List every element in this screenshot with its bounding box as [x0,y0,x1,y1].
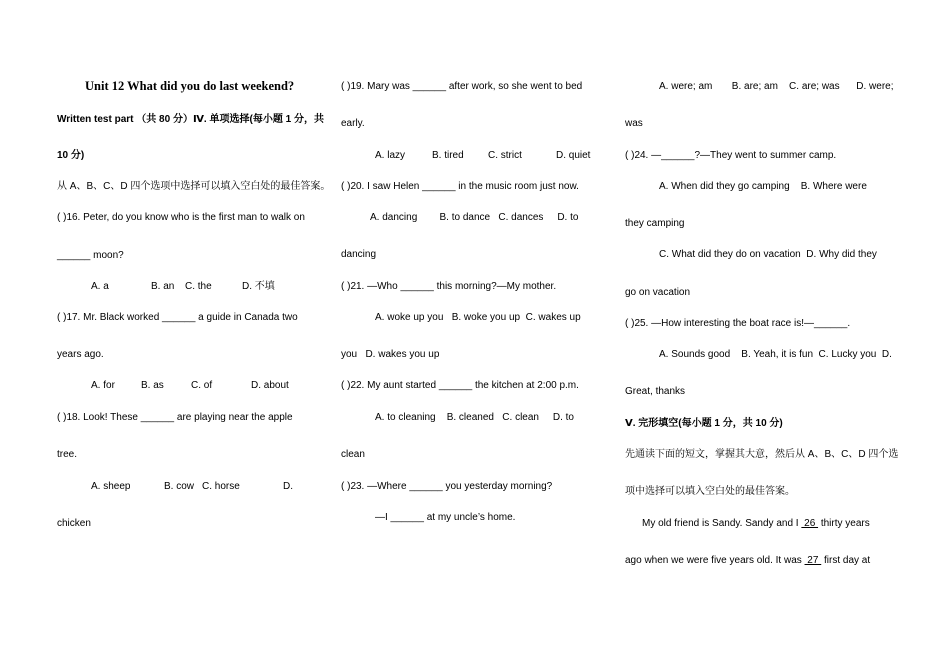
blank-26: 26 [801,518,819,529]
q23-stem: ( )23. —Where ______ you yesterday morning? [341,481,553,492]
q23-stem-cont: —I ______ at my uncle’s home. [375,512,516,523]
q24-options-cont: they camping [625,218,685,229]
q16-option-a: A. a [91,281,109,292]
q16-option-c: C. the [185,281,212,292]
q19-stem-cont: early. [341,118,365,129]
q17-option-c: C. of [191,380,213,391]
q22-stem: ( )22. My aunt started ______ the kitchen at 2:00 p.m. [341,380,579,391]
q24-options-2-cont: go on vacation [625,287,691,298]
q19-option-b: B. tired [432,150,464,161]
q19-option-a: A. lazy [375,150,406,161]
q16-stem: ( )16. Peter, do you know who is the first man to walk on [57,212,305,223]
q23-options: A. were; am B. are; am C. are; was D. were; [659,81,894,92]
q17-option-d: D. about [251,380,289,391]
q21-options: A. woke up you B. woke you up C. wakes up [375,312,581,323]
q25-stem: ( )25. —How interesting the boat race is!—______. [625,318,851,329]
q16-stem-cont: ______ moon? [57,250,124,261]
q18-option-b: B. cow [164,481,195,492]
q17-stem: ( )17. Mr. Black worked ______ a guide in Canada two [57,312,298,323]
q17-option-a: A. for [91,380,115,391]
section5-instruction: 先通读下面的短文，掌握其大意，然后从 A、B、C、D 四个选 [625,449,899,460]
q19-stem: ( )19. Mary was ______ after work, so she went to bed [341,81,583,92]
unit-title: Unit 12 What did you do last weekend? [85,79,295,93]
q18-stem: ( )18. Look! These ______ are playing near the apple [57,412,293,423]
q18-option-a: A. sheep [91,481,131,492]
q19-option-d: D. quiet [556,150,591,161]
passage-line-1-end: thirty years [818,518,870,529]
q18-stem-cont: tree. [57,449,78,460]
q24-options-2: C. What did they do on vacation D. Why did they [659,249,877,260]
section5-instruction-cont: 项中选择可以填入空白处的最佳答案。 [625,486,795,497]
q22-options: A. to cleaning B. cleaned C. clean D. to [375,412,574,423]
q18-option-c: C. horse [202,481,240,492]
q25-options-cont: Great, thanks [625,386,686,397]
blank-27: 27 [804,555,822,566]
section5-heading: Ⅴ. 完形填空(每小题 1 分，共 10 分) [625,418,783,429]
q17-option-b: B. as [141,380,164,391]
q24-stem: ( )24. —______?—They went to summer camp. [625,150,837,161]
q22-option-d-cont: clean [341,449,365,460]
q17-stem-cont: years ago. [57,349,104,360]
q20-options: A. dancing B. to dance C. dances D. to [370,212,579,223]
section4-instruction: 从 A、B、C、D 四个选项中选择可以填入空白处的最佳答案。 [57,181,331,192]
q19-option-c: C. strict [488,150,522,161]
q16-option-d: D. 不填 [242,281,275,292]
written-part-heading-cont: 10 分) [57,150,85,161]
written-part-heading: Written test part （共 80 分）Ⅳ. 单项选择(每小题 1 分，共 [57,114,324,125]
passage-line-1 [642,518,870,530]
passage-line-2-end: first day at [821,555,871,566]
passage-line-2 [625,555,870,567]
q23-option-d-cont: was [625,118,643,129]
passage-line-1-start: My old friend is Sandy. Sandy and I [642,518,802,529]
q18-option-d-cont: chicken [57,518,91,529]
passage-line-2-start: ago when we were five years old. It was [625,555,805,566]
q16-option-b: B. an [151,281,175,292]
q24-options: A. When did they go camping B. Where were [659,181,867,192]
q21-stem: ( )21. —Who ______ this morning?—My mother. [341,281,557,292]
q20-option-d-cont: dancing [341,249,377,260]
q21-options-cont: you D. wakes you up [341,349,440,360]
q18-option-d: D. [283,481,293,492]
q20-stem: ( )20. I saw Helen ______ in the music room just now. [341,181,579,192]
q25-options: A. Sounds good B. Yeah, it is fun C. Lucky you D. [659,349,892,360]
